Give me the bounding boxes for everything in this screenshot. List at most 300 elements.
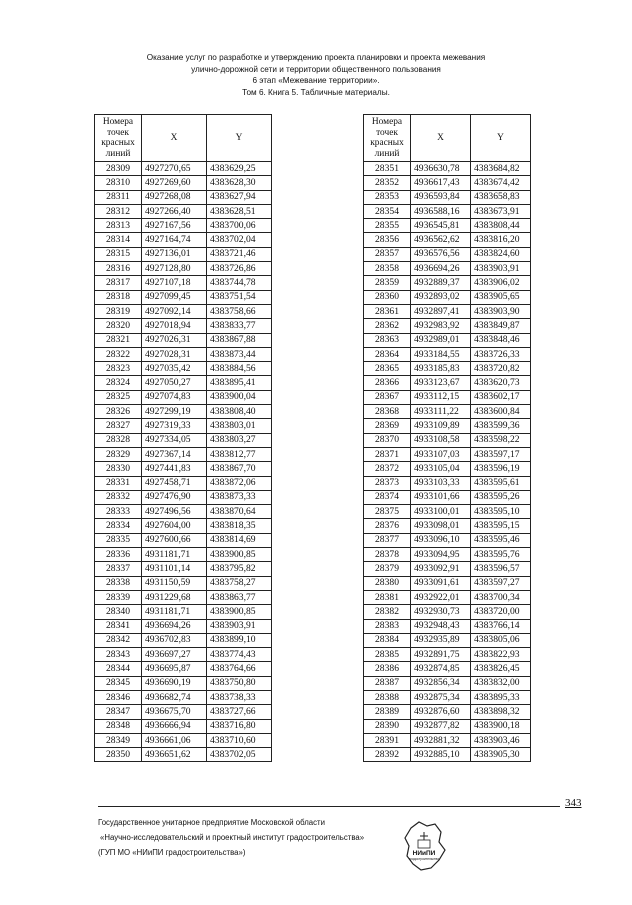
y-coordinate-cell: 4383720,82: [471, 362, 531, 376]
table-row: [364, 204, 531, 218]
table-row: [95, 347, 272, 361]
x-coordinate-cell: 4936545,81: [411, 219, 471, 233]
table-row: [95, 533, 272, 547]
y-coordinate-cell: 4383900,18: [471, 719, 531, 733]
table-row: [364, 648, 531, 662]
table-row: [364, 676, 531, 690]
point-number-cell: 28316: [95, 262, 142, 276]
y-coordinate-cell: 4383833,77: [207, 319, 272, 333]
x-coordinate-cell: 4936617,43: [411, 176, 471, 190]
x-coordinate-cell: 4936588,16: [411, 204, 471, 218]
y-coordinate-cell: 4383808,40: [207, 405, 272, 419]
y-coordinate-cell: 4383716,80: [207, 719, 272, 733]
y-coordinate-cell: 4383903,46: [471, 733, 531, 747]
point-number-cell: 28376: [364, 519, 411, 533]
point-number-cell: 28326: [95, 405, 142, 419]
point-number-cell: 28342: [95, 633, 142, 647]
y-coordinate-cell: 4383597,27: [471, 576, 531, 590]
table-row: [95, 505, 272, 519]
x-coordinate-cell: 4932893,02: [411, 290, 471, 304]
point-number-cell: 28384: [364, 633, 411, 647]
table-row: [95, 576, 272, 590]
header-line-4: Том 6. Книга 5. Табличные материалы.: [242, 87, 390, 97]
table-row: [95, 590, 272, 604]
y-coordinate-cell: 4383596,19: [471, 462, 531, 476]
x-coordinate-cell: 4933109,89: [411, 419, 471, 433]
footer-line-2: «Научно-исследовательский и проектный институт градостроительства»: [100, 833, 365, 843]
table-row: [95, 733, 272, 747]
x-coordinate-cell: 4932889,37: [411, 276, 471, 290]
x-coordinate-cell: 4932874,85: [411, 662, 471, 676]
table-row: [364, 304, 531, 318]
point-number-cell: 28358: [364, 262, 411, 276]
x-coordinate-cell: 4927107,18: [142, 276, 207, 290]
y-coordinate-cell: 4383898,32: [471, 705, 531, 719]
y-coordinate-cell: 4383744,78: [207, 276, 272, 290]
y-coordinate-cell: 4383595,15: [471, 519, 531, 533]
x-coordinate-cell: 4931181,71: [142, 548, 207, 562]
x-coordinate-cell: 4932948,43: [411, 619, 471, 633]
point-number-cell: 28352: [364, 176, 411, 190]
table-row: [95, 676, 272, 690]
y-coordinate-cell: 4383599,36: [471, 419, 531, 433]
y-coordinate-cell: 4383629,25: [207, 162, 272, 176]
point-number-cell: 28309: [95, 162, 142, 176]
point-number-cell: 28318: [95, 290, 142, 304]
point-number-cell: 28348: [95, 719, 142, 733]
table-row: [95, 405, 272, 419]
point-number-cell: 28389: [364, 705, 411, 719]
point-number-cell: 28313: [95, 219, 142, 233]
x-coordinate-cell: 4927026,31: [142, 333, 207, 347]
y-coordinate-cell: 4383658,83: [471, 190, 531, 204]
point-number-cell: 28339: [95, 590, 142, 604]
point-number-cell: 28362: [364, 319, 411, 333]
point-number-cell: 28344: [95, 662, 142, 676]
y-coordinate-cell: 4383873,44: [207, 347, 272, 361]
x-coordinate-cell: 4927074,83: [142, 390, 207, 404]
y-coordinate-cell: 4383895,33: [471, 690, 531, 704]
x-coordinate-cell: 4933096,10: [411, 533, 471, 547]
table-row: [95, 162, 272, 176]
x-coordinate-cell: 4933111,22: [411, 405, 471, 419]
y-coordinate-cell: 4383627,94: [207, 190, 272, 204]
col-header-x: X: [142, 115, 207, 162]
table-row: [95, 705, 272, 719]
point-number-cell: 28333: [95, 505, 142, 519]
x-coordinate-cell: 4927167,56: [142, 219, 207, 233]
coordinates-table-left: [94, 114, 272, 762]
x-coordinate-cell: 4936576,56: [411, 247, 471, 261]
y-coordinate-cell: 4383595,76: [471, 548, 531, 562]
x-coordinate-cell: 4936694,26: [411, 262, 471, 276]
table-row: [364, 162, 531, 176]
point-number-cell: 28363: [364, 333, 411, 347]
table-row: [364, 176, 531, 190]
point-number-cell: 28365: [364, 362, 411, 376]
y-coordinate-cell: 4383849,87: [471, 319, 531, 333]
y-coordinate-cell: 4383903,91: [207, 619, 272, 633]
y-coordinate-cell: 4383895,41: [207, 376, 272, 390]
x-coordinate-cell: 4927028,31: [142, 347, 207, 361]
table-row: [95, 376, 272, 390]
y-coordinate-cell: 4383600,84: [471, 405, 531, 419]
table-header-row: [364, 115, 531, 162]
table-row: [364, 233, 531, 247]
table-row: [364, 605, 531, 619]
y-coordinate-cell: 4383872,06: [207, 476, 272, 490]
x-coordinate-cell: 4936682,74: [142, 690, 207, 704]
table-row: [364, 447, 531, 461]
point-number-cell: 28378: [364, 548, 411, 562]
point-number-cell: 28388: [364, 690, 411, 704]
logo-text: НИиПИ: [412, 850, 436, 857]
point-number-cell: 28354: [364, 204, 411, 218]
header-line-1: Оказание услуг по разработке и утверждению проекта планировки и проекта межевания: [146, 53, 486, 62]
point-number-cell: 28357: [364, 247, 411, 261]
x-coordinate-cell: 4931150,59: [142, 576, 207, 590]
table-row: [364, 733, 531, 747]
point-number-cell: 28327: [95, 419, 142, 433]
y-coordinate-cell: 4383750,80: [207, 676, 272, 690]
point-number-cell: 28331: [95, 476, 142, 490]
x-coordinate-cell: 4927476,90: [142, 490, 207, 504]
point-number-cell: 28380: [364, 576, 411, 590]
point-number-cell: 28322: [95, 347, 142, 361]
table-row: [95, 490, 272, 504]
y-coordinate-cell: 4383816,20: [471, 233, 531, 247]
y-coordinate-cell: 4383726,33: [471, 347, 531, 361]
table-row: [364, 462, 531, 476]
table-row: [95, 690, 272, 704]
table-row: [364, 533, 531, 547]
y-coordinate-cell: 4383903,90: [471, 304, 531, 318]
x-coordinate-cell: 4933103,33: [411, 476, 471, 490]
document-header: [0, 52, 632, 98]
y-coordinate-cell: 4383822,93: [471, 648, 531, 662]
point-number-cell: 28382: [364, 605, 411, 619]
col-header-point-numbers: Номера точек красных линий: [95, 115, 142, 162]
point-number-cell: 28335: [95, 533, 142, 547]
table-row: [95, 204, 272, 218]
point-number-cell: 28351: [364, 162, 411, 176]
point-number-cell: 28372: [364, 462, 411, 476]
x-coordinate-cell: 4936694,26: [142, 619, 207, 633]
y-coordinate-cell: 4383758,27: [207, 576, 272, 590]
table-row: [364, 576, 531, 590]
footer-line-3: (ГУП МО «НИиПИ градостроительства»): [98, 848, 246, 858]
x-coordinate-cell: 4936690,19: [142, 676, 207, 690]
point-number-cell: 28373: [364, 476, 411, 490]
table-row: [364, 376, 531, 390]
col-header-point-numbers: Номера точек красных линий: [364, 115, 411, 162]
y-coordinate-cell: 4383674,42: [471, 176, 531, 190]
x-coordinate-cell: 4936675,70: [142, 705, 207, 719]
x-coordinate-cell: 4932983,92: [411, 319, 471, 333]
table-row: [364, 719, 531, 733]
table-row: [95, 462, 272, 476]
table-body-left: [95, 162, 272, 762]
point-number-cell: 28366: [364, 376, 411, 390]
table-row: [95, 390, 272, 404]
y-coordinate-cell: 4383903,91: [471, 262, 531, 276]
point-number-cell: 28392: [364, 748, 411, 762]
y-coordinate-cell: 4383595,26: [471, 490, 531, 504]
x-coordinate-cell: 4932885,10: [411, 748, 471, 762]
moscow-region-emblem-icon: [399, 818, 449, 874]
table-row: [364, 419, 531, 433]
x-coordinate-cell: 4936630,78: [411, 162, 471, 176]
x-coordinate-cell: 4936697,27: [142, 648, 207, 662]
y-coordinate-cell: 4383905,65: [471, 290, 531, 304]
y-coordinate-cell: 4383602,17: [471, 390, 531, 404]
y-coordinate-cell: 4383673,91: [471, 204, 531, 218]
point-number-cell: 28359: [364, 276, 411, 290]
y-coordinate-cell: 4383628,30: [207, 176, 272, 190]
point-number-cell: 28345: [95, 676, 142, 690]
y-coordinate-cell: 4383803,27: [207, 433, 272, 447]
point-number-cell: 28370: [364, 433, 411, 447]
x-coordinate-cell: 4933094,95: [411, 548, 471, 562]
point-number-cell: 28368: [364, 405, 411, 419]
point-number-cell: 28377: [364, 533, 411, 547]
point-number-cell: 28364: [364, 347, 411, 361]
point-number-cell: 28341: [95, 619, 142, 633]
y-coordinate-cell: 4383720,00: [471, 605, 531, 619]
x-coordinate-cell: 4933092,91: [411, 562, 471, 576]
x-coordinate-cell: 4936661,06: [142, 733, 207, 747]
table-row: [364, 562, 531, 576]
page-number: 343: [565, 797, 582, 809]
table-row: [95, 633, 272, 647]
table-row: [364, 690, 531, 704]
col-header-y: Y: [471, 115, 531, 162]
x-coordinate-cell: 4936562,62: [411, 233, 471, 247]
table-row: [95, 304, 272, 318]
x-coordinate-cell: 4927128,80: [142, 262, 207, 276]
table-row: [95, 433, 272, 447]
point-number-cell: 28311: [95, 190, 142, 204]
col-header-y: Y: [207, 115, 272, 162]
x-coordinate-cell: 4933123,67: [411, 376, 471, 390]
y-coordinate-cell: 4383848,46: [471, 333, 531, 347]
table-row: [95, 719, 272, 733]
y-coordinate-cell: 4383598,22: [471, 433, 531, 447]
point-number-cell: 28336: [95, 548, 142, 562]
table-row: [95, 176, 272, 190]
point-number-cell: 28355: [364, 219, 411, 233]
table-row: [95, 319, 272, 333]
x-coordinate-cell: 4927458,71: [142, 476, 207, 490]
y-coordinate-cell: 4383814,69: [207, 533, 272, 547]
x-coordinate-cell: 4931181,71: [142, 605, 207, 619]
point-number-cell: 28386: [364, 662, 411, 676]
y-coordinate-cell: 4383870,64: [207, 505, 272, 519]
x-coordinate-cell: 4932876,60: [411, 705, 471, 719]
y-coordinate-cell: 4383900,04: [207, 390, 272, 404]
table-row: [364, 433, 531, 447]
table-row: [364, 476, 531, 490]
x-coordinate-cell: 4933101,66: [411, 490, 471, 504]
y-coordinate-cell: 4383758,66: [207, 304, 272, 318]
table-row: [364, 490, 531, 504]
y-coordinate-cell: 4383884,56: [207, 362, 272, 376]
x-coordinate-cell: 4933184,55: [411, 347, 471, 361]
point-number-cell: 28353: [364, 190, 411, 204]
x-coordinate-cell: 4927441,83: [142, 462, 207, 476]
x-coordinate-cell: 4933091,61: [411, 576, 471, 590]
y-coordinate-cell: 4383774,43: [207, 648, 272, 662]
table-row: [95, 333, 272, 347]
y-coordinate-cell: 4383867,70: [207, 462, 272, 476]
table-row: [95, 748, 272, 762]
table-row: [95, 262, 272, 276]
point-number-cell: 28379: [364, 562, 411, 576]
x-coordinate-cell: 4932891,75: [411, 648, 471, 662]
y-coordinate-cell: 4383700,34: [471, 590, 531, 604]
y-coordinate-cell: 4383738,33: [207, 690, 272, 704]
y-coordinate-cell: 4383721,46: [207, 247, 272, 261]
y-coordinate-cell: 4383863,77: [207, 590, 272, 604]
y-coordinate-cell: 4383595,10: [471, 505, 531, 519]
table-row: [95, 276, 272, 290]
x-coordinate-cell: 4931101,14: [142, 562, 207, 576]
table-row: [364, 662, 531, 676]
point-number-cell: 28356: [364, 233, 411, 247]
x-coordinate-cell: 4927334,05: [142, 433, 207, 447]
y-coordinate-cell: 4383764,66: [207, 662, 272, 676]
point-number-cell: 28361: [364, 304, 411, 318]
x-coordinate-cell: 4932922,01: [411, 590, 471, 604]
table-row: [95, 648, 272, 662]
point-number-cell: 28320: [95, 319, 142, 333]
logo-subtext: градостроительства: [409, 857, 439, 861]
y-coordinate-cell: 4383684,82: [471, 162, 531, 176]
point-number-cell: 28350: [95, 748, 142, 762]
y-coordinate-cell: 4383597,17: [471, 447, 531, 461]
x-coordinate-cell: 4936593,84: [411, 190, 471, 204]
x-coordinate-cell: 4933105,04: [411, 462, 471, 476]
table-row: [364, 276, 531, 290]
table-row: [95, 476, 272, 490]
point-number-cell: 28340: [95, 605, 142, 619]
y-coordinate-cell: 4383906,02: [471, 276, 531, 290]
point-number-cell: 28330: [95, 462, 142, 476]
x-coordinate-cell: 4933108,58: [411, 433, 471, 447]
x-coordinate-cell: 4927035,42: [142, 362, 207, 376]
table-row: [95, 362, 272, 376]
x-coordinate-cell: 4927136,01: [142, 247, 207, 261]
y-coordinate-cell: 4383726,86: [207, 262, 272, 276]
y-coordinate-cell: 4383595,61: [471, 476, 531, 490]
x-coordinate-cell: 4932856,34: [411, 676, 471, 690]
x-coordinate-cell: 4927018,94: [142, 319, 207, 333]
table-row: [95, 447, 272, 461]
x-coordinate-cell: 4927367,14: [142, 447, 207, 461]
x-coordinate-cell: 4927299,19: [142, 405, 207, 419]
point-number-cell: 28332: [95, 490, 142, 504]
header-line-3: 6 этап «Межевание территории».: [252, 76, 380, 86]
y-coordinate-cell: 4383899,10: [207, 633, 272, 647]
coordinates-table-right: [363, 114, 531, 762]
x-coordinate-cell: 4936666,94: [142, 719, 207, 733]
table-row: [364, 405, 531, 419]
point-number-cell: 28312: [95, 204, 142, 218]
point-number-cell: 28315: [95, 247, 142, 261]
y-coordinate-cell: 4383628,51: [207, 204, 272, 218]
point-number-cell: 28310: [95, 176, 142, 190]
col-header-x: X: [411, 115, 471, 162]
x-coordinate-cell: 4927092,14: [142, 304, 207, 318]
point-number-cell: 28319: [95, 304, 142, 318]
table-row: [364, 262, 531, 276]
table-row: [364, 619, 531, 633]
table-row: [364, 319, 531, 333]
table-row: [364, 548, 531, 562]
table-row: [95, 290, 272, 304]
point-number-cell: 28343: [95, 648, 142, 662]
table-row: [95, 662, 272, 676]
table-row: [95, 548, 272, 562]
x-coordinate-cell: 4927319,33: [142, 419, 207, 433]
x-coordinate-cell: 4927269,60: [142, 176, 207, 190]
table-row: [364, 333, 531, 347]
table-row: [364, 590, 531, 604]
y-coordinate-cell: 4383751,54: [207, 290, 272, 304]
y-coordinate-cell: 4383803,01: [207, 419, 272, 433]
x-coordinate-cell: 4927099,45: [142, 290, 207, 304]
table-row: [364, 633, 531, 647]
y-coordinate-cell: 4383900,85: [207, 605, 272, 619]
y-coordinate-cell: 4383595,46: [471, 533, 531, 547]
x-coordinate-cell: 4927604,00: [142, 519, 207, 533]
table-row: [364, 347, 531, 361]
point-number-cell: 28349: [95, 733, 142, 747]
y-coordinate-cell: 4383824,60: [471, 247, 531, 261]
x-coordinate-cell: 4932930,73: [411, 605, 471, 619]
point-number-cell: 28328: [95, 433, 142, 447]
y-coordinate-cell: 4383808,44: [471, 219, 531, 233]
point-number-cell: 28387: [364, 676, 411, 690]
point-number-cell: 28325: [95, 390, 142, 404]
y-coordinate-cell: 4383766,14: [471, 619, 531, 633]
table-header-row: [95, 115, 272, 162]
y-coordinate-cell: 4383867,88: [207, 333, 272, 347]
footer-line-1: Государственное унитарное предприятие Московской области: [98, 818, 325, 827]
x-coordinate-cell: 4932877,82: [411, 719, 471, 733]
y-coordinate-cell: 4383900,85: [207, 548, 272, 562]
table-row: [95, 419, 272, 433]
point-number-cell: 28324: [95, 376, 142, 390]
y-coordinate-cell: 4383702,05: [207, 748, 272, 762]
point-number-cell: 28374: [364, 490, 411, 504]
table-row: [364, 290, 531, 304]
y-coordinate-cell: 4383727,66: [207, 705, 272, 719]
point-number-cell: 28346: [95, 690, 142, 704]
y-coordinate-cell: 4383905,30: [471, 748, 531, 762]
point-number-cell: 28334: [95, 519, 142, 533]
table-row: [364, 705, 531, 719]
point-number-cell: 28383: [364, 619, 411, 633]
point-number-cell: 28317: [95, 276, 142, 290]
table-row: [364, 362, 531, 376]
point-number-cell: 28390: [364, 719, 411, 733]
x-coordinate-cell: 4927164,74: [142, 233, 207, 247]
table-row: [95, 247, 272, 261]
point-number-cell: 28367: [364, 390, 411, 404]
table-row: [95, 619, 272, 633]
point-number-cell: 28375: [364, 505, 411, 519]
